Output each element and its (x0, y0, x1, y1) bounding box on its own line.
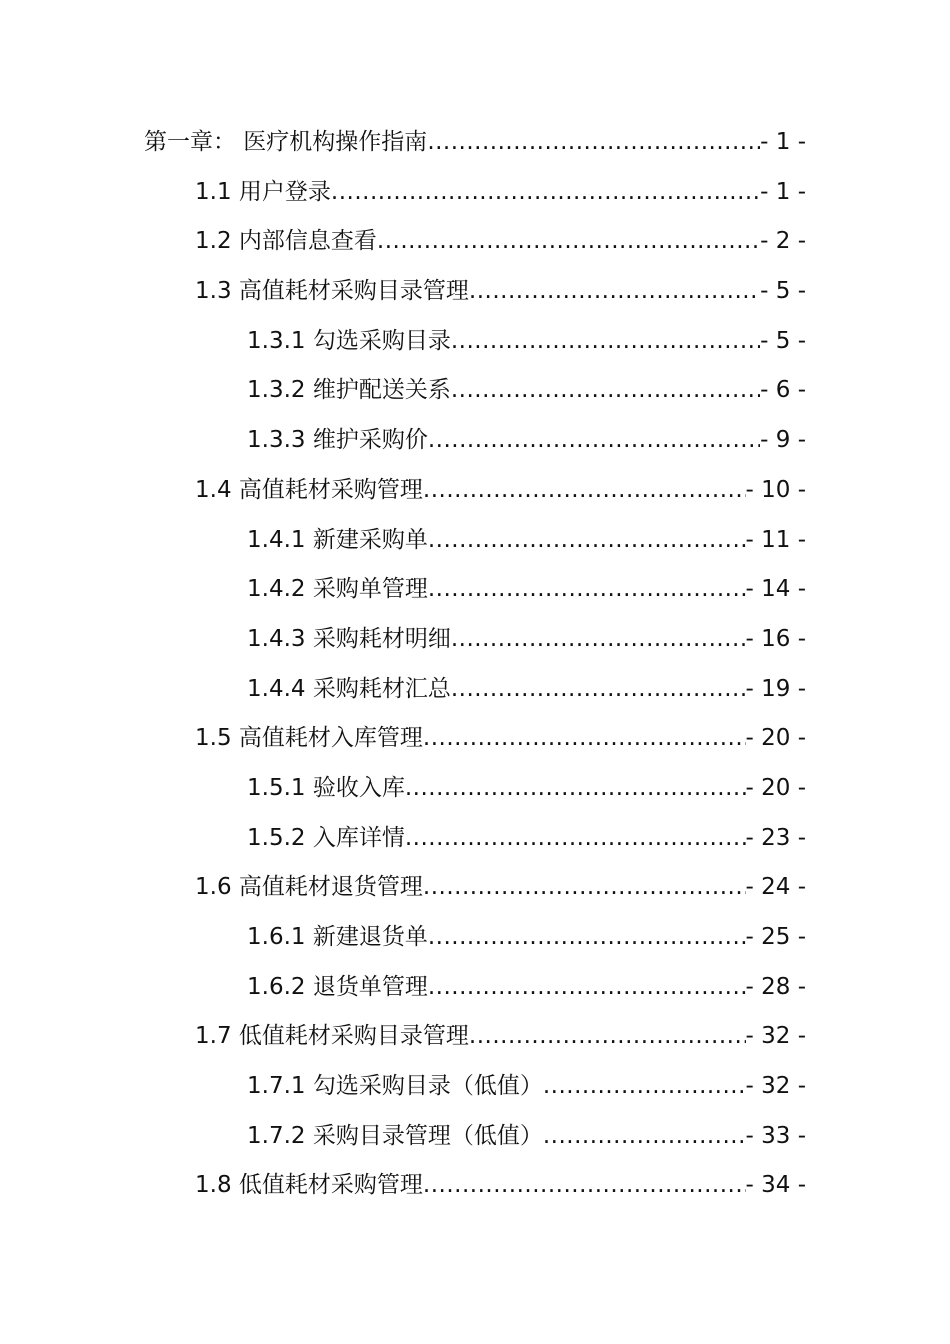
toc-page-number: - 23 - (745, 824, 806, 851)
toc-page-number: - 5 - (760, 278, 806, 305)
toc-entry-title: 1.3 高值耗材采购目录管理 (195, 278, 469, 305)
toc-entry-1-4-1[interactable] (0, 516, 950, 566)
toc-page-number: - 1 - (760, 178, 806, 205)
toc-page-number: - 11 - (745, 526, 806, 553)
toc-page-number: - 6 - (760, 377, 806, 404)
toc-entry-1-5-1[interactable] (0, 764, 950, 814)
toc-page-number: - 5 - (760, 327, 806, 354)
toc-dot-leader (428, 416, 760, 466)
toc-entry-title: 1.1 用户登录 (195, 178, 331, 205)
toc-entry-title: 1.4.2 采购单管理 (247, 576, 428, 603)
toc-page-number: - 32 - (745, 1023, 806, 1050)
toc-page-number: - 10 - (745, 476, 806, 503)
toc-page-number: - 25 - (745, 924, 806, 950)
toc-dot-leader (427, 118, 760, 168)
toc-entry-title: 第一章： 医疗机构操作指南 (144, 129, 428, 155)
toc-entry-title: 1.7 低值耗材采购目录管理 (195, 1023, 469, 1050)
toc-entry-1-4-2[interactable] (0, 565, 950, 615)
toc-entry-title: 1.3.2 维护配送关系 (247, 377, 451, 404)
toc-page-number: - 9 - (760, 427, 806, 454)
toc-dot-leader (469, 1012, 746, 1062)
toc-dot-leader (423, 863, 746, 913)
toc-dot-leader (423, 1161, 746, 1211)
toc-page-number: - 32 - (745, 1073, 806, 1100)
toc-entry-1-4-4[interactable] (0, 665, 950, 715)
toc-entry-title: 1.6.1 新建退货单 (247, 924, 428, 950)
toc-dot-leader (543, 1112, 746, 1162)
toc-entry-title: 1.4.4 采购耗材汇总 (247, 675, 451, 702)
toc-entry-1-7-2[interactable] (0, 1112, 950, 1162)
toc-entry-title: 1.5 高值耗材入库管理 (195, 725, 423, 752)
toc-dot-leader (451, 665, 746, 715)
toc-entry-title: 1.4 高值耗材采购管理 (195, 476, 423, 503)
toc-entry-1-3[interactable] (0, 267, 950, 317)
toc-entry-title: 1.5.1 验收入库 (247, 774, 405, 801)
toc-page-number: - 20 - (745, 774, 806, 801)
toc-dot-leader (423, 714, 746, 764)
toc-entry-1-7-1[interactable] (0, 1062, 950, 1112)
toc-entry-1-6[interactable] (0, 863, 950, 913)
toc-dot-leader (423, 466, 746, 516)
toc-entry-title: 1.4.1 新建采购单 (247, 526, 428, 553)
toc-dot-leader (377, 217, 760, 267)
toc-entry-title: 1.6 高值耗材退货管理 (195, 874, 423, 901)
toc-dot-leader (451, 615, 746, 665)
toc-dot-leader (451, 317, 760, 367)
toc-dot-leader (469, 267, 760, 317)
toc-entry-1-3-3[interactable] (0, 416, 950, 466)
toc-entry-1-7[interactable] (0, 1012, 950, 1062)
toc-page-number: - 34 - (745, 1172, 806, 1199)
toc-entry-1-6-1[interactable] (0, 913, 950, 963)
table-of-contents (0, 118, 950, 1211)
toc-page-number: - 2 - (760, 228, 806, 255)
toc-entry-1-4[interactable] (0, 466, 950, 516)
toc-entry-1-3-2[interactable] (0, 366, 950, 416)
toc-dot-leader (543, 1062, 746, 1112)
toc-dot-leader (428, 565, 746, 615)
toc-dot-leader (451, 366, 760, 416)
toc-dot-leader (405, 814, 746, 864)
toc-page-number: - 33 - (745, 1122, 806, 1149)
toc-entry-1-8[interactable] (0, 1161, 950, 1211)
toc-dot-leader (428, 913, 746, 963)
toc-entry-1-6-2[interactable] (0, 963, 950, 1013)
toc-entry-chapter-1[interactable] (0, 118, 950, 168)
toc-page-number: - 16 - (745, 625, 806, 652)
toc-entry-title: 1.3.1 勾选采购目录 (247, 327, 451, 354)
toc-entry-title: 1.8 低值耗材采购管理 (195, 1172, 423, 1199)
toc-page-number: - 1 - (760, 129, 806, 155)
toc-page-number: - 19 - (745, 675, 806, 702)
toc-entry-1-5[interactable] (0, 714, 950, 764)
toc-entry-1-2[interactable] (0, 217, 950, 267)
toc-entry-title: 1.6.2 退货单管理 (247, 973, 428, 1000)
toc-entry-title: 1.4.3 采购耗材明细 (247, 625, 451, 652)
toc-entry-title: 1.7.1 勾选采购目录（低值） (247, 1073, 543, 1100)
toc-page-number: - 28 - (745, 973, 806, 1000)
toc-entry-title: 1.7.2 采购目录管理（低值） (247, 1122, 543, 1149)
toc-entry-1-4-3[interactable] (0, 615, 950, 665)
toc-page-number: - 20 - (745, 725, 806, 752)
toc-entry-1-1[interactable] (0, 168, 950, 218)
toc-entry-title: 1.3.3 维护采购价 (247, 427, 428, 454)
toc-dot-leader (428, 516, 746, 566)
toc-entry-title: 1.2 内部信息查看 (195, 228, 377, 255)
toc-page-number: - 14 - (745, 576, 806, 603)
toc-dot-leader (331, 168, 760, 218)
toc-entry-1-3-1[interactable] (0, 317, 950, 367)
toc-entry-1-5-2[interactable] (0, 814, 950, 864)
toc-dot-leader (428, 963, 746, 1013)
toc-page-number: - 24 - (745, 874, 806, 901)
toc-entry-title: 1.5.2 入库详情 (247, 824, 405, 851)
toc-dot-leader (405, 764, 746, 814)
